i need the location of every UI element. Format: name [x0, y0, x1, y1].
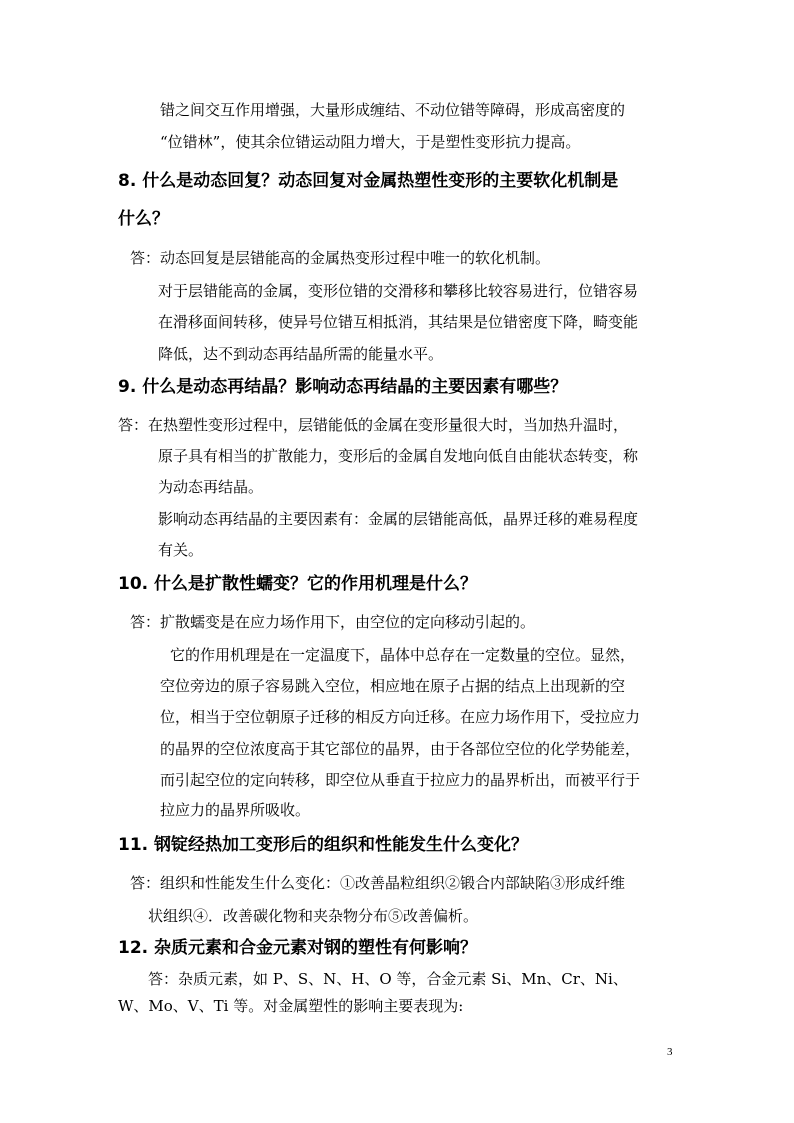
- answer-line: 答：动态回复是层错能高的金属热变形过程中唯一的软化机制。: [130, 249, 551, 267]
- answer-line: 答：扩散蠕变是在应力场作用下，由空位的定向移动引起的。: [130, 613, 536, 631]
- answer-line: 降低，达不到动态再结晶所需的能量水平。: [158, 345, 444, 363]
- answer-line: 答：组织和性能发生什么变化：①改善晶粒组织②锻合内部缺陷③形成纤维: [130, 874, 626, 892]
- paragraph-line: 错之间交互作用增强，大量形成缠结、不动位错等障碍，形成高密度的: [160, 101, 626, 119]
- answer-line: 为动态再结晶。: [158, 478, 264, 496]
- page-number: 3: [667, 1046, 673, 1058]
- answer-line: 影响动态再结晶的主要因素有：金属的层错能高低，晶界迁移的难易程度: [158, 510, 639, 528]
- answer-line: W、Mo、V、Ti 等。对金属塑性的影响主要表现为:: [118, 997, 464, 1015]
- answer-line: 的晶界的空位浓度高于其它部位的晶界，由于各部位空位的化学势能差，: [160, 740, 641, 758]
- question-12-title: 12. 杂质元素和合金元素对钢的塑性有何影响？: [118, 938, 478, 958]
- answer-line: 答：杂质元素，如 P、S、N、H、O 等，合金元素 Si、Mn、Cr、Ni、: [148, 970, 628, 988]
- answer-line: 拉应力的晶界所吸收。: [160, 801, 311, 819]
- question-11-title: 11. 钢锭经热加工变形后的组织和性能发生什么变化？: [118, 835, 529, 855]
- answer-line: 对于层错能高的金属，变形位错的交滑移和攀移比较容易进行，位错容易: [158, 282, 639, 300]
- answer-line: 答：在热塑性变形过程中，层错能低的金属在变形量很大时，当加热升温时，: [118, 416, 629, 434]
- answer-line: 原子具有相当的扩散能力，变形后的金属自发地向低自由能状态转变，称: [158, 447, 639, 465]
- answer-line: 位，相当于空位朝原子迁移的相反方向迁移。在应力场作用下，受拉应力: [160, 708, 641, 726]
- answer-line: 在滑移面间转移，使异号位错互相抵消，其结果是位错密度下降，畸变能: [158, 313, 639, 331]
- question-10-title: 10. 什么是扩散性蠕变？它的作用机理是什么？: [118, 574, 478, 594]
- paragraph-line: “位错林”，使其余位错运动阻力增大，于是塑性变形抗力提高。: [160, 133, 581, 151]
- answer-line: 空位旁边的原子容易跳入空位，相应地在原子占据的结点上出现新的空: [160, 677, 626, 695]
- question-8-title-cont: 什么？: [118, 209, 169, 229]
- answer-line: 有关。: [158, 541, 204, 559]
- answer-line: 它的作用机理是在一定温度下，晶体中总存在一定数量的空位。显然，: [170, 646, 636, 664]
- answer-line: 状组织④．改善碳化物和夹杂物分布⑤改善偏析。: [148, 907, 479, 925]
- question-8-title: 8. 什么是动态回复？动态回复对金属热塑性变形的主要软化机制是: [118, 171, 619, 191]
- answer-line: 而引起空位的定向转移，即空位从垂直于拉应力的晶界析出，而被平行于: [160, 771, 641, 789]
- question-9-title: 9. 什么是动态再结晶？影响动态再结晶的主要因素有哪些？: [118, 377, 568, 397]
